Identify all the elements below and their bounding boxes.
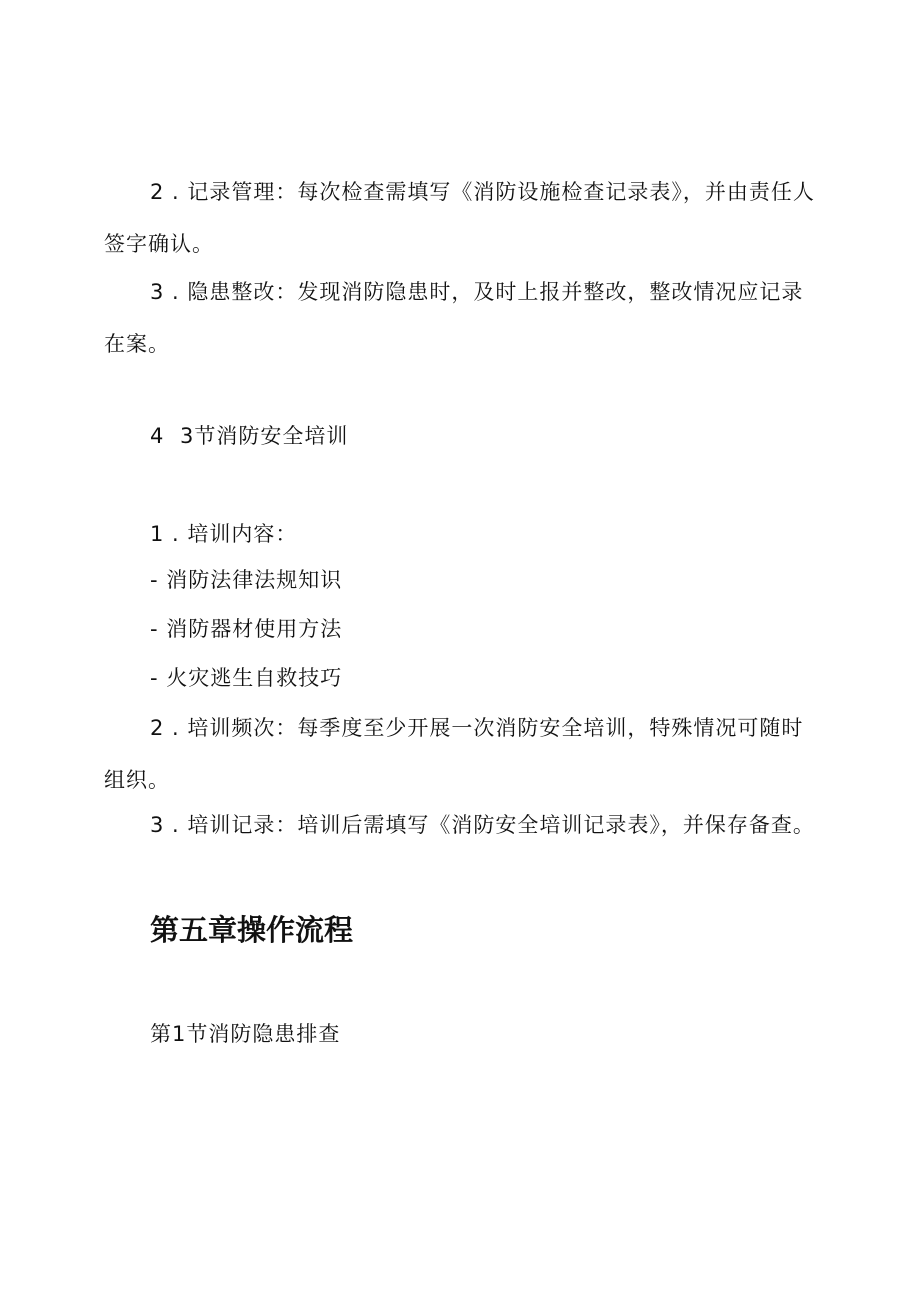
chapter-section-heading: 第1节消防隐患排查	[150, 1022, 341, 1046]
section-title: 3节消防安全培训	[180, 424, 349, 448]
bullet-fire-law: - 消防法律法规知识	[150, 568, 343, 592]
hazard-rectification-paragraph: 3 . 隐患整改：发现消防隐患时，及时上报并整改，整改情况应记录在案。	[104, 280, 804, 356]
training-content-item: 1 . 培训内容：	[150, 522, 298, 546]
chapter-title: 第五章操作流程	[150, 913, 354, 947]
bullet-equipment-usage: - 消防器材使用方法	[150, 617, 343, 641]
record-management-paragraph: 2 . 记录管理：每次检查需填写《消防设施检查记录表》，并由责任人签字确认。	[104, 180, 815, 256]
bullet-escape-skills: - 火灾逃生自救技巧	[150, 666, 343, 690]
training-record-item: 3 . 培训记录：培训后需填写《消防安全培训记录表》，并保存备查。	[150, 813, 815, 837]
training-frequency-paragraph: 2 . 培训频次：每季度至少开展一次消防安全培训，特殊情况可随时组织。	[104, 716, 804, 792]
section-number: 4	[150, 424, 165, 448]
section-heading-4-3	[150, 421, 348, 451]
